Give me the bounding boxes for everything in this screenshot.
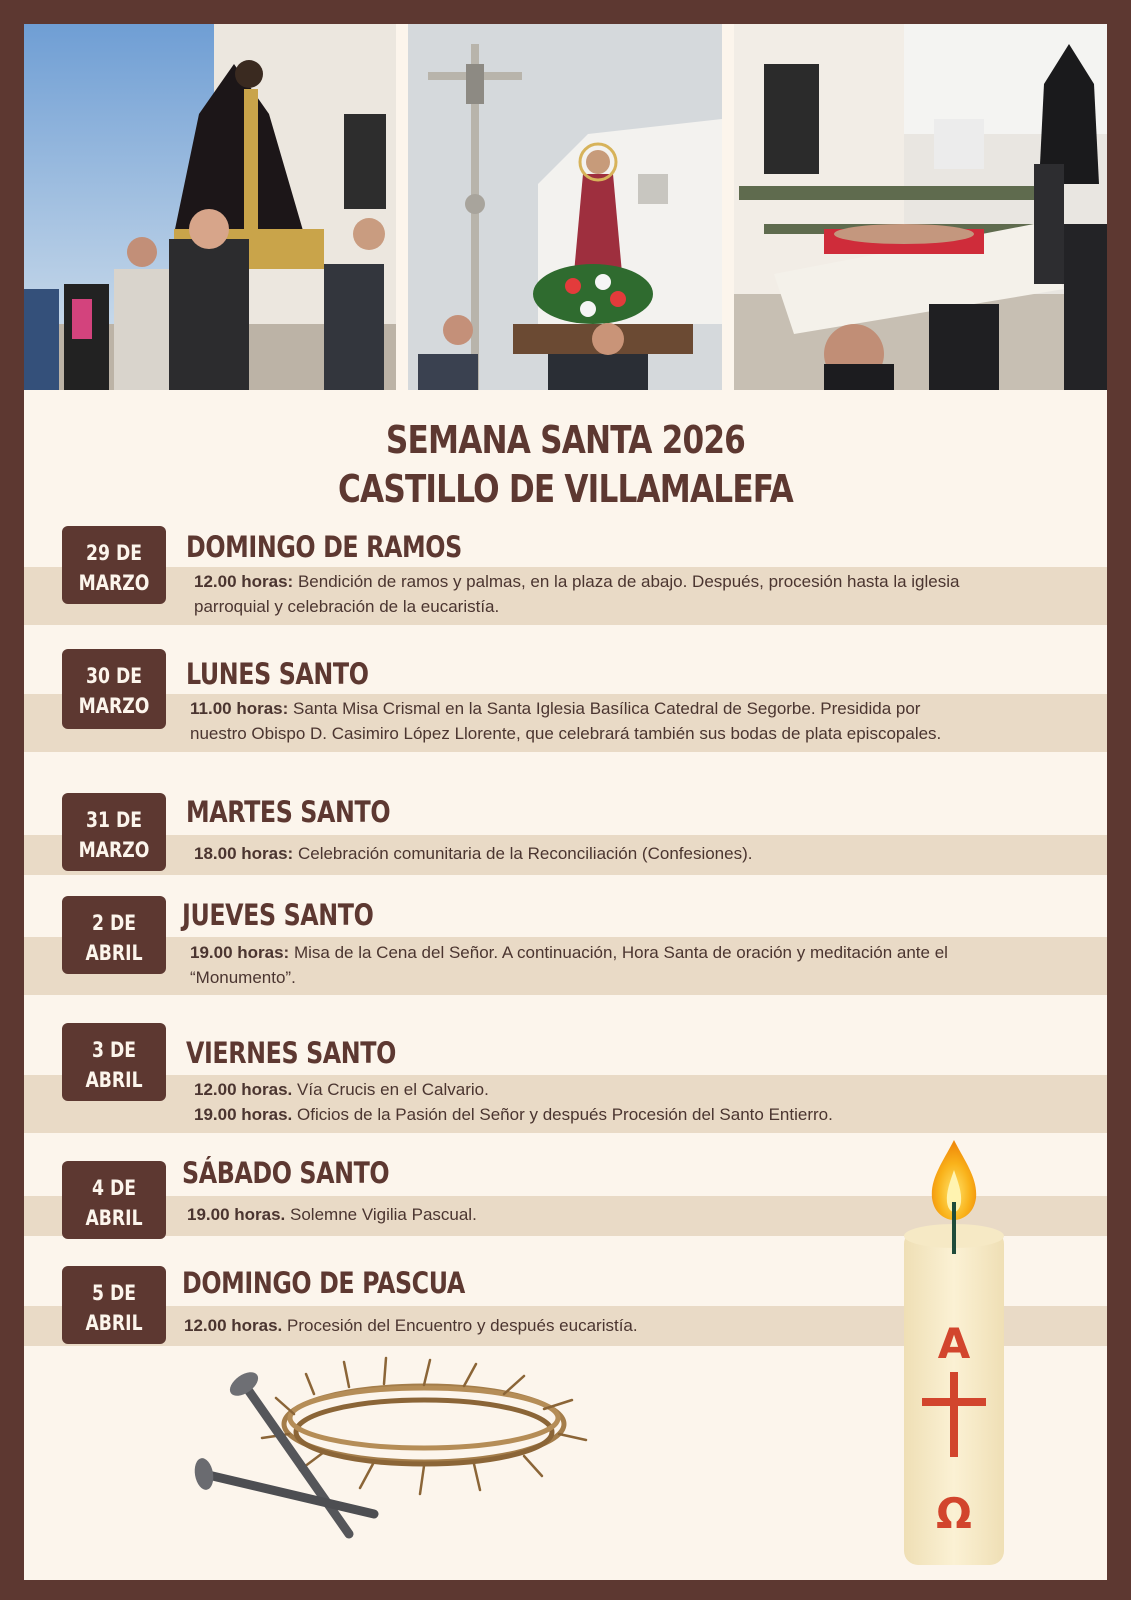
procession-virgin-photo — [24, 24, 396, 390]
omega-letter: Ω — [936, 1489, 972, 1538]
procession-crucifix-photo — [408, 24, 722, 390]
event-description: 12.00 horas. Procesión del Encuentro y después eucaristía. — [184, 1316, 638, 1335]
date-badge: 30 DE MARZO — [62, 649, 166, 729]
day-title: VIERNES SANTO — [186, 1036, 396, 1070]
procession-holy-burial-photo — [734, 24, 1107, 390]
alpha-letter: A — [937, 1319, 971, 1368]
poster — [24, 24, 1107, 1580]
event-description: 19.00 horas: Misa de la Cena del Señor. A continuación, Hora Santa de oración y meditación ante el “Monumento”. — [190, 943, 948, 987]
date-badge: 31 DE MARZO — [62, 793, 166, 871]
day-title: LUNES SANTO — [186, 657, 369, 691]
page-title: SEMANA SANTA 2026 — [385, 418, 746, 462]
day-title: JUEVES SANTO — [182, 898, 374, 932]
crown-of-thorns-icon — [174, 1354, 594, 1544]
date-badge: 29 DE MARZO — [62, 526, 166, 604]
paschal-candle-icon — [884, 1140, 1024, 1570]
event-description: 18.00 horas: Celebración comunitaria de la Reconciliación (Confesiones). — [194, 844, 753, 863]
date-badge: 3 DE ABRIL — [62, 1023, 166, 1101]
event-description: 11.00 horas: Santa Misa Crismal en la Santa Iglesia Basílica Catedral de Segorbe. Presidida por nuestro Obispo D. Casimiro López Llorente, que celebrará también sus bodas de plata episcopales. — [190, 699, 942, 743]
day-title: DOMINGO DE RAMOS — [186, 530, 462, 564]
event-description: 19.00 horas. Solemne Vigilia Pascual. — [187, 1205, 477, 1224]
page-subtitle: CASTILLO DE VILLAMALEFA — [338, 467, 793, 511]
day-title: SÁBADO SANTO — [182, 1156, 390, 1190]
date-badge: 5 DE ABRIL — [62, 1266, 166, 1344]
date-badge: 4 DE ABRIL — [62, 1161, 166, 1239]
date-badge: 2 DE ABRIL — [62, 896, 166, 974]
day-title: DOMINGO DE PASCUA — [182, 1266, 465, 1300]
event-description: 12.00 horas: Bendición de ramos y palmas, en la plaza de abajo. Después, procesión hasta la iglesia parroquial y celebración de la eucaristía. — [194, 572, 960, 616]
event-description: 12.00 horas. Vía Crucis en el Calvario. 19.00 horas. Oficios de la Pasión del Señor y después Procesión del Santo Entierro. — [194, 1080, 833, 1124]
day-title: MARTES SANTO — [186, 795, 391, 829]
